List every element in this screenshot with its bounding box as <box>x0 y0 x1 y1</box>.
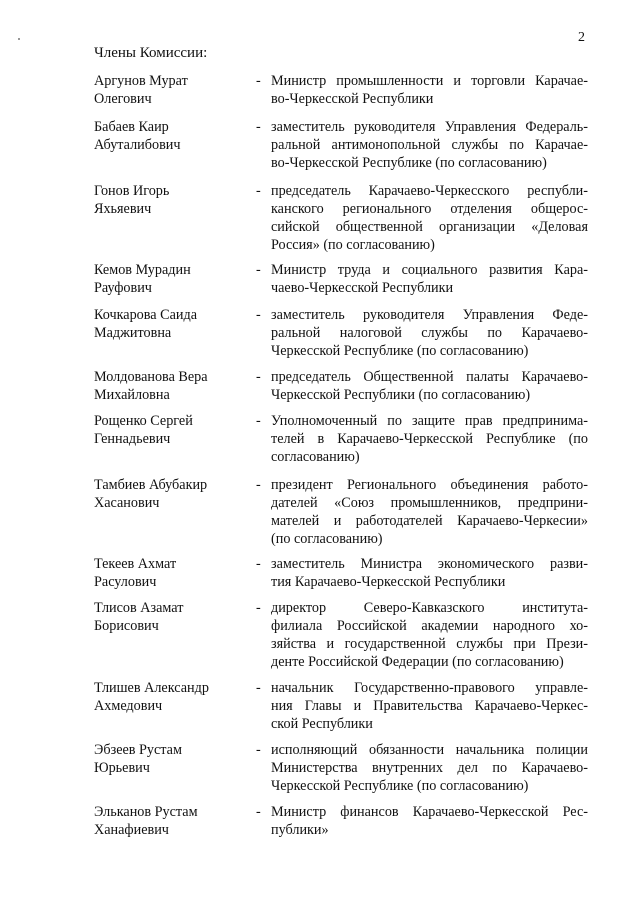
member-position <box>271 306 588 360</box>
member-position <box>271 599 588 671</box>
member-position-line: ральной антимонопольной службы по Карачае- <box>271 137 588 153</box>
member-position-line: ния Главы и Правительства Карачаево-Черкес- <box>271 698 588 714</box>
member-position-line: зяйства и государственной службы при Прези- <box>271 636 588 652</box>
member-position-line: ской Республики <box>271 716 373 732</box>
member-name <box>94 261 244 297</box>
member-name-line: Эльканов Рустам <box>94 804 198 820</box>
member-position-line: Уполномоченный по защите прав предпринима- <box>271 413 588 429</box>
member-position <box>271 803 588 839</box>
member-name-line: Тамбиев Абубакир <box>94 477 208 493</box>
member-name-line: Бабаев Каир <box>94 119 169 135</box>
member-name <box>94 476 244 512</box>
member-position-line: заместитель Министра экономического разви- <box>271 556 588 572</box>
member-position-line: заместитель руководителя Управления Федераль- <box>271 119 588 135</box>
member-name-line: Рощенко Сергей <box>94 413 193 429</box>
member-position-line: президент Регионального объединения работо- <box>271 477 588 493</box>
member-name-line: Тлисов Азамат <box>94 600 184 616</box>
member-name-line: Кочкарова Саида <box>94 307 198 323</box>
dash-separator: - <box>256 119 261 135</box>
page-number: 2 <box>578 30 585 45</box>
member-name-line: Маджитовна <box>94 325 172 341</box>
member-name-line: Юрьевич <box>94 760 150 776</box>
member-name-line: Тлишев Александр <box>94 680 209 696</box>
member-name <box>94 412 244 448</box>
member-name-line: Хасанович <box>94 495 160 511</box>
member-name <box>94 72 244 108</box>
member-name <box>94 118 244 154</box>
member-name-line: Аргунов Мурат <box>94 73 188 89</box>
member-position-line: мателей и работодателей Карачаево-Черкесии» <box>271 513 588 529</box>
member-name-line: Борисович <box>94 618 159 634</box>
member-position-line: Черкесской Республике (по согласованию) <box>271 778 529 794</box>
member-name <box>94 182 244 218</box>
member-name-line: Михайловна <box>94 387 170 403</box>
member-position-line: (по согласованию) <box>271 531 383 547</box>
dash-separator: - <box>256 600 261 616</box>
member-name <box>94 306 244 342</box>
member-position-line: Министр промышленности и торговли Карачае- <box>271 73 588 89</box>
member-name-line: Кемов Мурадин <box>94 262 191 278</box>
member-position-line: заместитель руководителя Управления Феде- <box>271 307 588 323</box>
member-position-line: дателей «Союз промышленников, предприни- <box>271 495 588 511</box>
member-position <box>271 476 588 548</box>
member-name <box>94 555 244 591</box>
member-position-line: исполняющий обязанности начальника полиции <box>271 742 588 758</box>
scan-speck <box>18 38 20 40</box>
member-position-line: Министр труда и социального развития Кара- <box>271 262 588 278</box>
dash-separator: - <box>256 680 261 696</box>
member-position-line: Черкесской Республики (по согласованию) <box>271 387 531 403</box>
member-position-line: филиала Российской академии народного хо- <box>271 618 588 634</box>
dash-separator: - <box>256 742 261 758</box>
member-position <box>271 555 588 591</box>
member-position-line: Черкесской Республике (по согласованию) <box>271 343 529 359</box>
member-position-line: Россия» (по согласованию) <box>271 237 435 253</box>
member-position-line: сийской общественной организации «Деловая <box>271 219 588 235</box>
member-name-line: Геннадьевич <box>94 431 171 447</box>
member-position-line: телей в Карачаево-Черкесской Республике (по <box>271 431 588 447</box>
member-position-line: Министр финансов Карачаево-Черкесской Рес- <box>271 804 588 820</box>
member-position <box>271 261 588 297</box>
member-position-line: директор Северо-Кавказского института- <box>271 600 588 616</box>
dash-separator: - <box>256 307 261 323</box>
member-name-line: Рауфович <box>94 280 152 296</box>
member-position-line: Министерства внутренних дел по Карачаево- <box>271 760 588 776</box>
member-name <box>94 803 244 839</box>
dash-separator: - <box>256 804 261 820</box>
member-position <box>271 182 588 254</box>
member-position <box>271 741 588 795</box>
member-position-line: председатель Карачаево-Черкесского республи- <box>271 183 588 199</box>
member-name-line: Абуталибович <box>94 137 181 153</box>
member-position <box>271 412 588 466</box>
dash-separator: - <box>256 262 261 278</box>
member-name <box>94 368 244 404</box>
member-name-line: Ахмедович <box>94 698 163 714</box>
member-position-line: публики» <box>271 822 329 838</box>
member-position-line: денте Российской Федерации (по согласованию) <box>271 654 564 670</box>
member-name-line: Эбзеев Рустам <box>94 742 182 758</box>
member-position-line: тия Карачаево-Черкесской Республики <box>271 574 506 590</box>
dash-separator: - <box>256 369 261 385</box>
member-name-line: Яхьяевич <box>94 201 152 217</box>
dash-separator: - <box>256 477 261 493</box>
member-position-line: ральной налоговой службы по Карачаево- <box>271 325 588 341</box>
member-position-line: чаево-Черкесской Республики <box>271 280 454 296</box>
member-name-line: Текеев Ахмат <box>94 556 177 572</box>
member-position-line: согласованию) <box>271 449 360 465</box>
member-position-line: канского регионального отделения общерос- <box>271 201 588 217</box>
member-position <box>271 72 588 108</box>
member-name-line: Гонов Игорь <box>94 183 170 199</box>
member-name <box>94 741 244 777</box>
member-name <box>94 679 244 715</box>
member-name <box>94 599 244 635</box>
commission-members-heading: Члены Комиссии: <box>94 45 208 61</box>
member-position-line: во-Черкесской Республики <box>271 91 434 107</box>
member-position <box>271 368 588 404</box>
member-name-line: Ханафиевич <box>94 822 169 838</box>
member-name-line: Расулович <box>94 574 157 590</box>
member-position-line: начальник Государственно-правового управле- <box>271 680 588 696</box>
dash-separator: - <box>256 183 261 199</box>
dash-separator: - <box>256 413 261 429</box>
member-position <box>271 118 588 172</box>
member-position-line: председатель Общественной палаты Карачаево- <box>271 369 588 385</box>
member-position <box>271 679 588 733</box>
dash-separator: - <box>256 556 261 572</box>
member-name-line: Молдованова Вера <box>94 369 208 385</box>
member-position-line: во-Черкесской Республике (по согласованию) <box>271 155 547 171</box>
dash-separator: - <box>256 73 261 89</box>
member-name-line: Олегович <box>94 91 152 107</box>
